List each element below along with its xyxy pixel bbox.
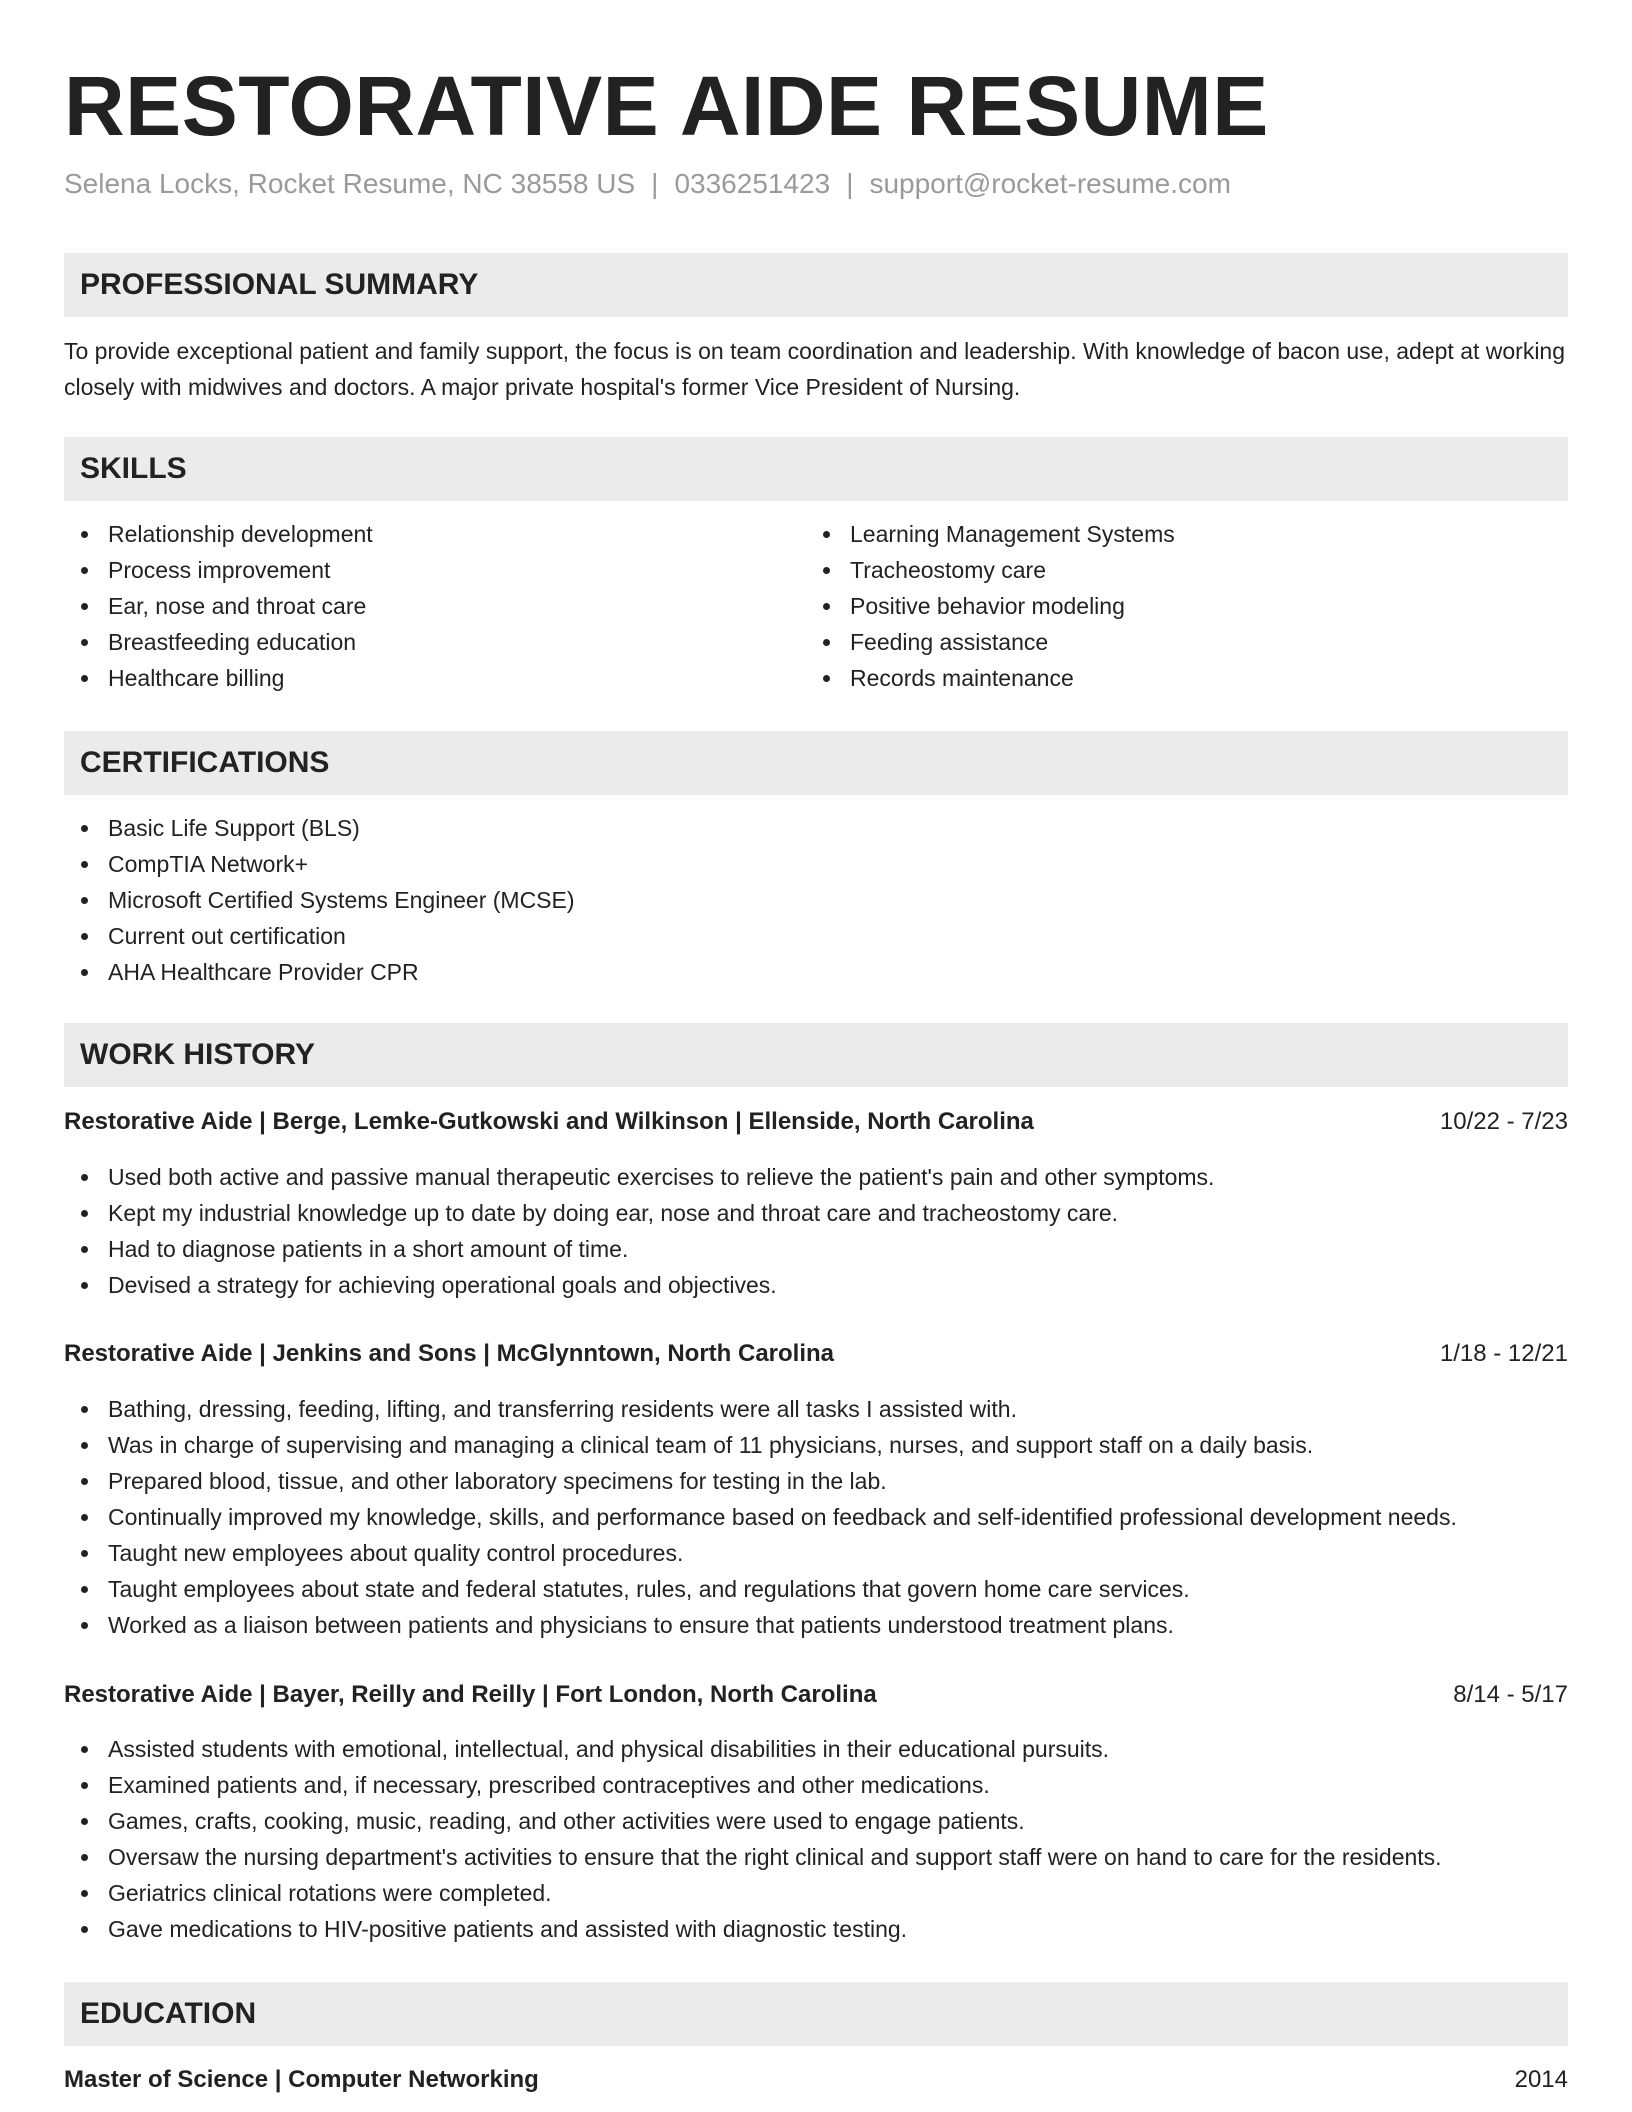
certification-item: Basic Life Support (BLS) [64,810,1568,846]
skill-item: Positive behavior modeling [806,588,1546,624]
job-bullet: Assisted students with emotional, intellectual, and physical disabilities in their educational pursuits. [64,1731,1568,1767]
degree-year: 2014 [1514,2066,1568,2093]
section-header-skills [64,437,1568,501]
skills-list-right [806,516,1546,696]
job-header [64,1336,1568,1372]
job-bullet: Worked as a liaison between patients and physicians to ensure that patients understood treatment plans. [64,1607,1568,1643]
summary-text: To provide exceptional patient and family support, the focus is on team coordination and leadership. With knowledge of bacon use, adept at working closely with midwives and doctors. A major private hospital's former Vice President of Nursing. [64,338,1566,400]
job-header [64,1104,1568,1140]
job-dates: 10/22 - 7/23 [1439,1108,1568,1135]
job-bullets [64,1391,1568,1643]
job-bullets [64,1159,1568,1303]
contact-phone: 0336251423 [674,168,831,199]
job-bullet: Had to diagnose patients in a short amount of time. [64,1231,1568,1267]
job-bullet: Devised a strategy for achieving operational goals and objectives. [64,1267,1568,1303]
section-title: CERTIFICATIONS [80,746,330,779]
job-bullet: Taught employees about state and federal statutes, rules, and regulations that govern home care services. [64,1571,1568,1607]
contact-address: Selena Locks, Rocket Resume, NC 38558 US [64,168,636,199]
section-header-education [64,1982,1568,2046]
skill-item: Breastfeeding education [64,624,804,660]
skill-item: Records maintenance [806,660,1546,696]
job-bullet: Continually improved my knowledge, skills, and performance based on feedback and self-identified professional development needs. [64,1499,1568,1535]
job-bullet: Used both active and passive manual therapeutic exercises to relieve the patient's pain and other symptoms. [64,1159,1568,1195]
certification-item: AHA Healthcare Provider CPR [64,954,1568,990]
job-bullet: Examined patients and, if necessary, prescribed contraceptives and other medications. [64,1767,1568,1803]
skill-item: Learning Management Systems [806,516,1546,552]
job-bullet: Games, crafts, cooking, music, reading, and other activities were used to engage patients. [64,1803,1568,1839]
job-bullet: Was in charge of supervising and managing a clinical team of 11 physicians, nurses, and support staff on a daily basis. [64,1427,1568,1463]
job-bullet: Kept my industrial knowledge up to date by doing ear, nose and throat care and tracheostomy care. [64,1195,1568,1231]
section-title: PROFESSIONAL SUMMARY [80,268,479,301]
job-header [64,1677,1568,1713]
job-bullet: Prepared blood, tissue, and other laboratory specimens for testing in the lab. [64,1463,1568,1499]
contact-email: support@rocket-resume.com [869,168,1231,199]
certification-item: CompTIA Network+ [64,846,1568,882]
section-title: SKILLS [80,452,187,485]
job-title: Restorative Aide | Bayer, Reilly and Reilly | Fort London, North Carolina [64,1681,877,1708]
job-dates: 1/18 - 12/21 [1439,1340,1568,1367]
job-bullet: Taught new employees about quality control procedures. [64,1535,1568,1571]
contact-separator: | [651,168,659,199]
certifications-list [64,810,1568,990]
job-bullet: Geriatrics clinical rotations were completed. [64,1875,1568,1911]
section-title: EDUCATION [80,1997,257,2030]
contact-line [64,166,1231,202]
job-bullet: Gave medications to HIV-positive patients and assisted with diagnostic testing. [64,1911,1568,1947]
skill-item: Healthcare billing [64,660,804,696]
job-title: Restorative Aide | Berge, Lemke-Gutkowski and Wilkinson | Ellenside, North Carolina [64,1108,1034,1135]
section-header-summary [64,253,1568,317]
skill-item: Feeding assistance [806,624,1546,660]
job-title: Restorative Aide | Jenkins and Sons | McGlynntown, North Carolina [64,1340,835,1367]
job-bullet: Oversaw the nursing department's activities to ensure that the right clinical and support staff were on hand to care for the residents. [64,1839,1568,1875]
certification-item: Current out certification [64,918,1568,954]
skill-item: Tracheostomy care [806,552,1546,588]
section-title: WORK HISTORY [80,1038,316,1071]
job-bullet: Bathing, dressing, feeding, lifting, and transferring residents were all tasks I assisted with. [64,1391,1568,1427]
skill-item: Process improvement [64,552,804,588]
section-header-certifications [64,731,1568,795]
certification-item: Microsoft Certified Systems Engineer (MCSE) [64,882,1568,918]
resume-title: RESTORATIVE AIDE RESUME [64,59,1269,153]
degree-title: Master of Science | Computer Networking [64,2066,539,2093]
skills-list-left [64,516,804,696]
contact-separator: | [846,168,854,199]
skill-item: Relationship development [64,516,804,552]
section-header-work-history [64,1023,1568,1087]
skill-item: Ear, nose and throat care [64,588,804,624]
job-bullets [64,1731,1568,1947]
job-dates: 8/14 - 5/17 [1453,1681,1568,1708]
education-entry [64,2062,1568,2098]
